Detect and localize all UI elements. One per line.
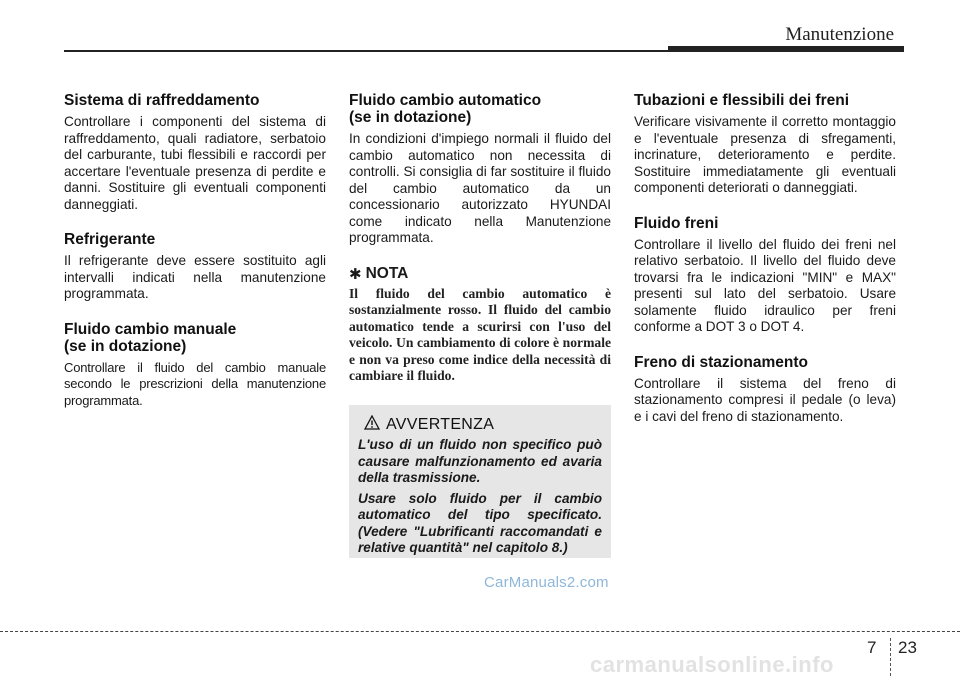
- footer-rule: [0, 631, 960, 632]
- note-title: NOTA: [365, 264, 409, 282]
- warning-title: AVVERTENZA: [386, 416, 495, 433]
- column-left: [64, 92, 326, 427]
- section-title-manuale-line2: (se in dotazione): [64, 337, 187, 355]
- warning-text-2: Usare solo fluido per il cambio automatico del tipo specificato. (Vedere "Lubrificanti raccomandati e relative quantità" nel capitolo 8.): [358, 490, 602, 555]
- section-title-tubazioni: Tubazioni e flessibili dei freni: [634, 92, 850, 109]
- warning-triangle-icon: [364, 415, 380, 435]
- warning-text-1: L'uso di un fluido non specifico può causare malfunzionamento ed avaria della trasmissione.: [358, 437, 602, 485]
- note-star-icon: ✱: [349, 265, 362, 283]
- section-title-fluido-freni: Fluido freni: [634, 214, 719, 232]
- section-title-automatico: [349, 92, 611, 126]
- footer-brand-watermark: carmanualsonline.info: [590, 652, 834, 677]
- section-text-refrigerante: Il refrigerante deve essere sostituito agli intervalli indicati nella manutenzione programmata.: [64, 253, 326, 301]
- section-title-automatico-line2: (se in dotazione): [349, 109, 472, 126]
- section-title-manuale: [64, 321, 326, 355]
- header-title: Manutenzione: [785, 24, 894, 45]
- section-title-refrigerante: Refrigerante: [64, 231, 156, 248]
- section-text-stazionamento: Controllare il sistema del freno di stazionamento compresi il pedale (o leva) e i cavi del freno di stazionamento.: [634, 375, 896, 424]
- note-text: Il fluido del cambio automatico è sostanzialmente rosso. Il fluido del cambio automatico tende a scurirsi con l'uso del veicolo. Un cambiamento di colore è normale e non va preso come indice della necessità di cambiare il fluido.: [349, 285, 611, 384]
- watermark-link[interactable]: CarManuals2.com: [484, 574, 609, 591]
- footer-divider: [890, 638, 891, 676]
- section-title-manuale-line1: Fluido cambio manuale: [64, 320, 237, 338]
- warning-heading: [358, 415, 602, 435]
- header-rule-accent: [668, 46, 904, 52]
- section-text-raffreddamento: Controllare i componenti del sistema di raffreddamento, quali radiatore, serbatoio del carburante, tubi flessibili e raccordi per accertare l'eventuale presenza di perdite e danni. Sostituire gli eventuali componenti danneggiati.: [64, 114, 326, 212]
- column-right: [634, 92, 896, 443]
- note-heading: [349, 265, 611, 283]
- section-text-tubazioni: Verificare visivamente il corretto montaggio e l'eventuale presenza di sfregamenti, incrinature, deterioramento e perdite. Sostituire immediatamente gli eventuali componenti deteriorati o danneggiati.: [634, 114, 896, 195]
- section-title-raffreddamento: Sistema di raffreddamento: [64, 92, 260, 109]
- page-number: 23: [898, 638, 917, 657]
- page-chapter: 7: [867, 638, 877, 657]
- section-text-manuale: Controllare il fluido del cambio manuale secondo le prescrizioni della manutenzione programmata.: [64, 359, 326, 408]
- section-title-stazionamento: Freno di stazionamento: [634, 353, 808, 371]
- section-text-fluido-freni: Controllare il livello del fluido dei freni nel relativo serbatoio. Il livello del fluido deve trovarsi fra le indicazioni "MIN" e MAX" presenti sul lato del serbatoio. Usare solamente fluido idraulico per freni conforme a DOT 3 o DOT 4.: [634, 236, 896, 334]
- warning-box: [349, 405, 611, 558]
- section-text-automatico: In condizioni d'impiego normali il fluido del cambio automatico non necessita di controlli. Si consiglia di far sostituire il fluido del cambio automatico da un concessionario autorizzato HYUNDAI come indicato nella Manutenzione programmata.: [349, 131, 611, 245]
- column-middle: [349, 92, 611, 385]
- section-title-automatico-line1: Fluido cambio automatico: [349, 92, 542, 109]
